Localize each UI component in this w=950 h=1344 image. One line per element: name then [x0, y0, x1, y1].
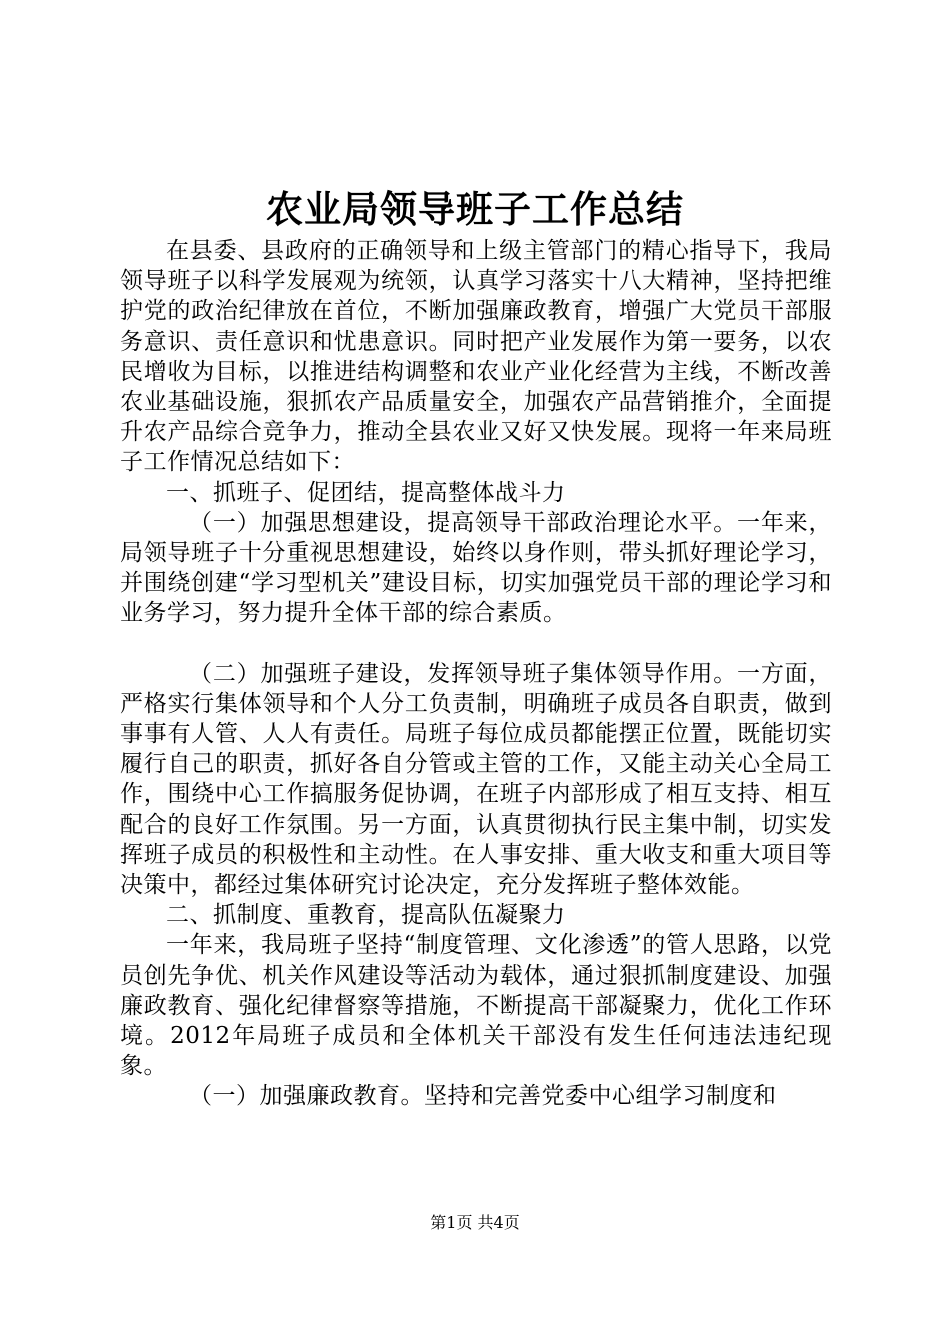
subsection-paragraph-2-1: （一）加强廉政教育。坚持和完善党委中心组学习制度和: [189, 1083, 777, 1110]
intro-paragraph: 在县委、县政府的正确领导和上级主管部门的精心指导下，我局领导班子以科学发展观为统领，认真学习落实十八大精神，坚持把维护党的政治纪律放在首位，不断加强廉政教育，增强广大党员干部服务意识、责任意识和忧患意识。同时把产业发展作为第一要务，以农民增收为目标，以推进结构调整和农业产业化经营为主线，不断改善农业基础设施，狠抓农产品质量安全，加强农产品营销推介，全面提升农产品综合竞争力，推动全县农业又好又快发展。现将一年来局班子工作情况总结如下：: [120, 238, 832, 476]
page-footer: 第1页 共4页: [430, 1213, 520, 1232]
section-heading-1: 一、抓班子、促团结，提高整体战斗力: [166, 479, 566, 506]
section-heading-2: 二、抓制度、重教育，提高队伍凝聚力: [166, 902, 566, 929]
document-body: [120, 236, 832, 1112]
subsection-paragraph-1-2: （二）加强班子建设，发挥领导班子集体领导作用。一方面，严格实行集体领导和个人分工负责制，明确班子成员各自职责，做到事事有人管、人人有责任。局班子每位成员都能摆正位置，既能切实履行自己的职责，抓好各自分管或主管的工作，又能主动关心全局工作，围绕中心工作搞服务促协调，在班子内部形成了相互支持、相互配合的良好工作氛围。另一方面，认真贯彻执行民主集中制，切实发挥班子成员的积极性和主动性。在人事安排、重大收支和重大项目等决策中，都经过集体研究讨论决定，充分发挥班子整体效能。: [120, 660, 832, 899]
subsection-paragraph-1-1: （一）加强思想建设，提高领导干部政治理论水平。一年来，局领导班子十分重视思想建设，始终以身作则，带头抓好理论学习，并围绕创建“学习型机关”建设目标，切实加强党员干部的理论学习和业务学习，努力提升全体干部的综合素质。: [120, 509, 832, 627]
section-2-paragraph: 一年来，我局班子坚持“制度管理、文化渗透”的管人思路，以党员创先争优、机关作风建设等活动为载体，通过狠抓制度建设、加强廉政教育、强化纪律督察等措施，不断提高干部凝聚力，优化工作环境。2012年局班子成员和全体机关干部没有发生任何违法违纪现象。: [120, 932, 832, 1080]
document-title: 农业局领导班子工作总结: [266, 187, 684, 231]
